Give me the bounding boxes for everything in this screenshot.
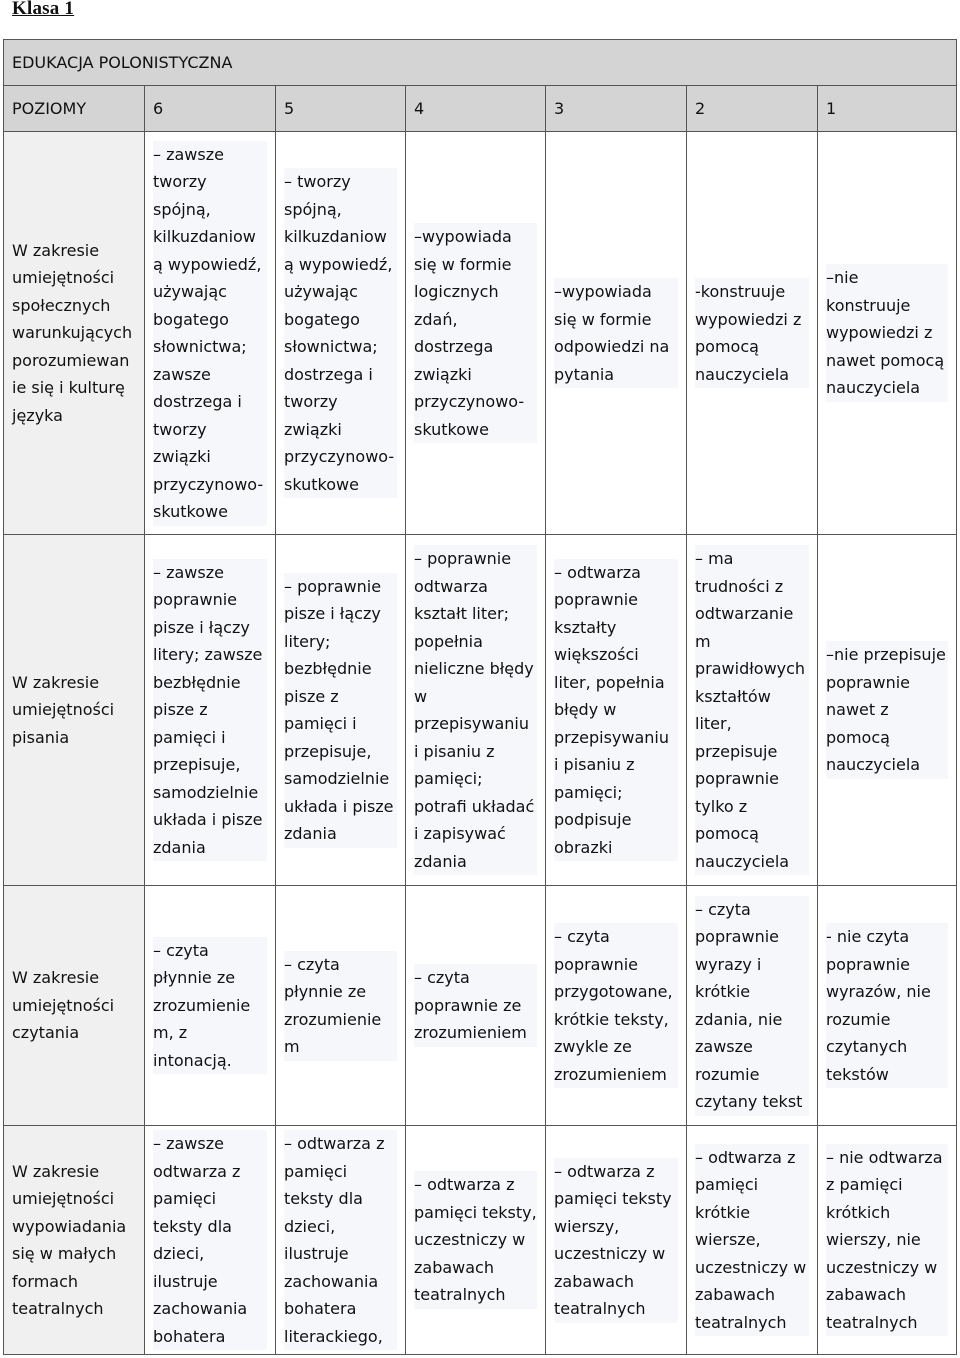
area-label-social: W zakresie umiejętności społecznych warunkujących porozumiewan ie się i kulturę języka [4, 132, 145, 535]
cell-theatre-level-6: – zawsze odtwarza z pamięci teksty dla dzieci, ilustruje zachowania bohatera [145, 1126, 276, 1355]
cell-reading-level-5: – czyta płynnie ze zrozumienie m [276, 886, 406, 1126]
cell-social-level-6: – zawsze tworzy spójną, kilkuzdaniow ą wypowiedź, używając bogatego słownictwa; zawsze dostrzega i tworzy związki przyczynowo- skutkowe [145, 132, 276, 535]
cell-writing-level-2: – ma trudności z odtwarzanie m prawidłowych kształtów liter, przepisuje poprawnie tylko z pomocą nauczyciela [687, 535, 818, 886]
subject-row [4, 40, 957, 86]
cell-theatre-level-3: – odtwarza z pamięci teksty wierszy, uczestniczy w zabawach teatralnych [546, 1126, 687, 1355]
cell-reading-level-4: – czyta poprawnie ze zrozumieniem [406, 886, 546, 1126]
cell-theatre-level-5: – odtwarza z pamięci teksty dla dzieci, ilustruje zachowania bohatera literackiego, [276, 1126, 406, 1355]
row-reading-skills [4, 886, 957, 1126]
level-3: 3 [546, 86, 687, 132]
cell-reading-level-1: - nie czyta poprawnie wyrazów, nie rozumie czytanych tekstów [818, 886, 957, 1126]
cell-social-level-3: –wypowiada się w formie odpowiedzi na pytania [546, 132, 687, 535]
subject-heading: EDUKACJA POLONISTYCZNA [4, 40, 957, 86]
level-6: 6 [145, 86, 276, 132]
row-social-skills [4, 132, 957, 535]
cell-reading-level-6: – czyta płynnie ze zrozumienie m, z intonacją. [145, 886, 276, 1126]
cell-theatre-level-2: – odtwarza z pamięci krótkie wiersze, uczestniczy w zabawach teatralnych [687, 1126, 818, 1355]
cell-theatre-level-1: – nie odtwarza z pamięci krótkich wierszy, nie uczestniczy w zabawach teatralnych [818, 1126, 957, 1355]
cell-social-level-1: –nie konstruuje wypowiedzi z nawet pomocą nauczyciela [818, 132, 957, 535]
level-2: 2 [687, 86, 818, 132]
area-label-writing: W zakresie umiejętności pisania [4, 535, 145, 886]
cell-writing-level-1: –nie przepisuje poprawnie nawet z pomocą nauczyciela [818, 535, 957, 886]
area-label-theatre: W zakresie umiejętności wypowiadania się w małych formach teatralnych [4, 1126, 145, 1355]
levels-label: POZIOMY [4, 86, 145, 132]
level-1: 1 [818, 86, 957, 132]
cell-writing-level-3: – odtwarza poprawnie kształty większości liter, popełnia błędy w przepisywaniu i pisaniu z pamięci; podpisuje obrazki [546, 535, 687, 886]
cell-reading-level-2: – czyta poprawnie wyrazy i krótkie zdania, nie zawsze rozumie czytany tekst [687, 886, 818, 1126]
cell-theatre-level-4: – odtwarza z pamięci teksty, uczestniczy w zabawach teatralnych [406, 1126, 546, 1355]
row-theatre-skills [4, 1126, 957, 1355]
level-5: 5 [276, 86, 406, 132]
cell-social-level-5: – tworzy spójną, kilkuzdaniow ą wypowiedź, używając bogatego słownictwa; dostrzega i tworzy związki przyczynowo- skutkowe [276, 132, 406, 535]
cell-social-level-4: –wypowiada się w formie logicznych zdań, dostrzega związki przyczynowo- skutkowe [406, 132, 546, 535]
document-title: Klasa 1 [12, 0, 75, 19]
cell-writing-level-4: – poprawnie odtwarza kształt liter; popełnia nieliczne błędy w przepisywaniu i pisaniu z pamięci; potrafi układać i zapisywać zdania [406, 535, 546, 886]
level-4: 4 [406, 86, 546, 132]
cell-writing-level-5: – poprawnie pisze i łączy litery; bezbłędnie pisze z pamięci i przepisuje, samodzielnie układa i pisze zdania [276, 535, 406, 886]
row-writing-skills [4, 535, 957, 886]
cell-writing-level-6: – zawsze poprawnie pisze i łączy litery; zawsze bezbłędnie pisze z pamięci i przepisuje, samodzielnie układa i pisze zdania [145, 535, 276, 886]
cell-reading-level-3: – czyta poprawnie przygotowane, krótkie teksty, zwykle ze zrozumieniem [546, 886, 687, 1126]
levels-row [4, 86, 957, 132]
requirements-table [3, 39, 957, 1355]
cell-social-level-2: -konstruuje wypowiedzi z pomocą nauczyciela [687, 132, 818, 535]
area-label-reading: W zakresie umiejętności czytania [4, 886, 145, 1126]
